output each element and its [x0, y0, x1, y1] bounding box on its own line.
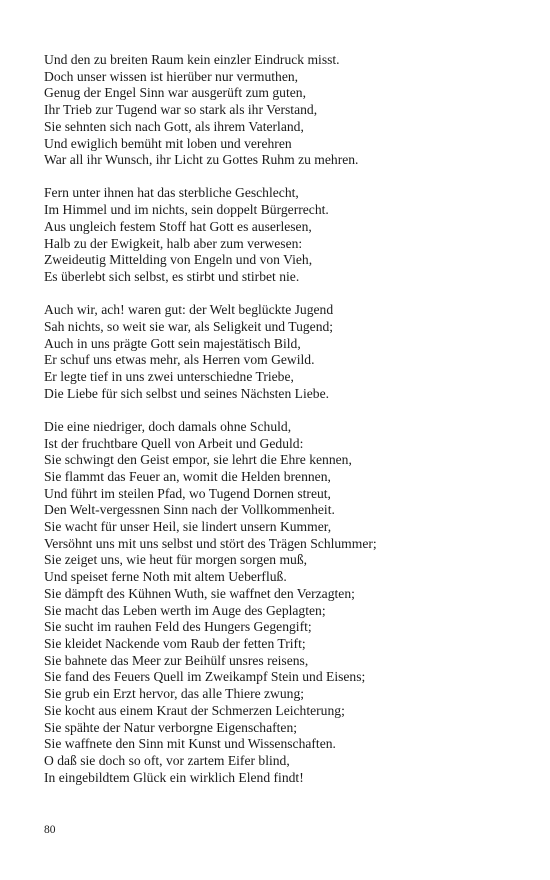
verse-line: Sie waffnete den Sinn mit Kunst und Wissenschaften.	[44, 736, 336, 752]
verse-line: Sie spähte der Natur verborgne Eigenschaften;	[44, 719, 298, 735]
verse-line: Doch unser wissen ist hierüber nur vermuthen,	[44, 68, 299, 84]
verse-line: Aus ungleich festem Stoff hat Gott es auserlesen,	[44, 218, 312, 234]
verse-line: Ist der fruchtbare Quell von Arbeit und Geduld:	[44, 435, 304, 451]
verse-line: In eingebildtem Glück ein wirklich Elend findt!	[44, 769, 304, 785]
verse-line: Und speiset ferne Noth mit altem Ueberfluß.	[44, 569, 287, 585]
verse-line: O daß sie doch so oft, vor zartem Eifer blind,	[44, 752, 290, 768]
stanza-2	[44, 185, 524, 285]
verse-line: Sie grub ein Erzt hervor, das alle Thiere zwung;	[44, 686, 305, 702]
verse-line: Sah nichts, so weit sie war, als Seligkeit und Tugend;	[44, 318, 334, 334]
verse-line: Zweideutig Mittelding von Engeln und von Vieh,	[44, 252, 313, 268]
verse-line: Auch in uns prägte Gott sein majestätisch Bild,	[44, 335, 301, 351]
page-number: 80	[44, 824, 56, 836]
verse-line: Sie sucht im rauhen Feld des Hungers Gegengift;	[44, 619, 312, 635]
verse-line: Er schuf uns etwas mehr, als Herren vom Gewild.	[44, 352, 315, 368]
verse-line: Sie kocht aus einem Kraut der Schmerzen Leichterung;	[44, 702, 345, 718]
verse-line: Auch wir, ach! waren gut: der Welt beglückte Jugend	[44, 302, 334, 318]
verse-line: Halb zu der Ewigkeit, halb aber zum verwesen:	[44, 235, 303, 251]
verse-line: Sie zeiget uns, wie heut für morgen sorgen muß,	[44, 552, 308, 568]
stanza-4	[44, 419, 524, 786]
verse-line: Sie sehnten sich nach Gott, als ihrem Vaterland,	[44, 118, 304, 134]
verse-line: Es überlebt sich selbst, es stirbt und stirbet nie.	[44, 268, 300, 284]
verse-line: Genug der Engel Sinn war ausgerüft zum guten,	[44, 85, 306, 101]
verse-line: Versöhnt uns mit uns selbst und stört des Trägen Schlummer;	[44, 535, 377, 551]
stanza-1	[44, 52, 524, 169]
verse-line: Sie schwingt den Geist empor, sie lehrt die Ehre kennen,	[44, 452, 352, 468]
verse-line: Ihr Trieb zur Tugend war so stark als ihr Verstand,	[44, 102, 318, 118]
verse-line: Sie dämpft des Kühnen Wuth, sie waffnet den Verzagten;	[44, 585, 355, 601]
verse-line: Und den zu breiten Raum kein einzler Eindruck misst.	[44, 52, 340, 67]
verse-line: Sie flammt das Feuer an, womit die Helden brennen,	[44, 468, 331, 484]
verse-line: Er legte tief in uns zwei unterschiedne Triebe,	[44, 368, 294, 384]
verse-line: Fern unter ihnen hat das sterbliche Geschlecht,	[44, 185, 299, 201]
verse-line: Und führt im steilen Pfad, wo Tugend Dornen streut,	[44, 485, 331, 501]
verse-line: Sie macht das Leben werth im Auge des Geplagten;	[44, 602, 326, 618]
verse-line: Sie kleidet Nackende vom Raub der fetten Trift;	[44, 636, 306, 651]
verse-line: Sie wacht für unser Heil, sie lindert unsern Kummer,	[44, 519, 332, 535]
verse-line: Die eine niedriger, doch damals ohne Schuld,	[44, 418, 292, 434]
verse-line: Im Himmel und im nichts, sein doppelt Bürgerrecht.	[44, 202, 329, 218]
verse-line: Sie bahnete das Meer zur Beihülf unsres reisens,	[44, 652, 309, 668]
verse-line: War all ihr Wunsch, ihr Licht zu Gottes Ruhm zu mehren.	[44, 152, 359, 168]
poem-text	[44, 52, 524, 803]
stanza-3	[44, 302, 524, 402]
verse-line: Den Welt-vergessnen Sinn nach der Vollkommenheit.	[44, 502, 335, 518]
verse-line: Sie fand des Feuers Quell im Zweikampf Stein und Eisens;	[44, 669, 366, 685]
verse-line: Die Liebe für sich selbst und seines Nächsten Liebe.	[44, 385, 330, 401]
verse-line: Und ewiglich bemüht mit loben und verehren	[44, 135, 292, 151]
